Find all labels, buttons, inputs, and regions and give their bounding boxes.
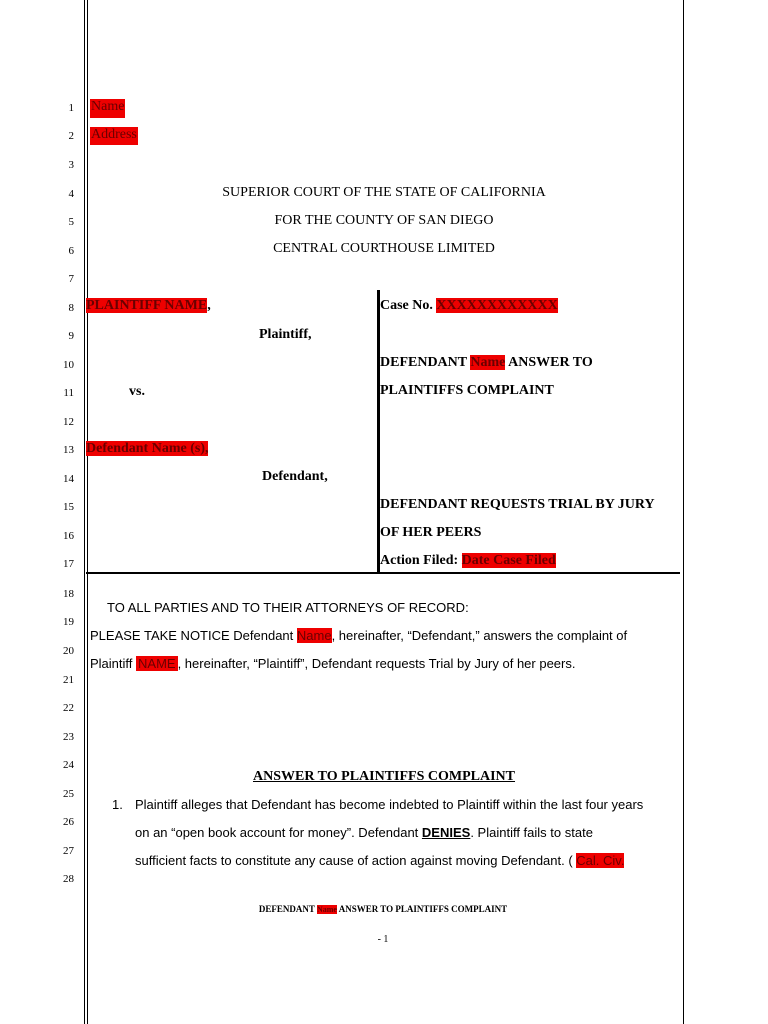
line-number: 22 [63,702,74,714]
line-number: 12 [63,416,74,428]
line-number: 21 [63,674,74,686]
plaintiff-name: PLAINTIFF NAME, [86,298,211,313]
versus-label: vs. [129,384,145,399]
line-number: 13 [63,444,74,456]
line-number: 4 [68,188,74,200]
line-number: 6 [68,245,74,257]
caption-bottom-rule [86,572,680,574]
line-number: 27 [63,845,74,857]
notice-line1: PLEASE TAKE NOTICE Defendant Name, hereinafter, “Defendant,” answers the complaint of [90,628,628,643]
line-number: 25 [63,788,74,800]
line-number: 5 [68,216,74,228]
line-number: 2 [68,130,74,142]
item-line1: Plaintiff alleges that Defendant has become indebted to Plaintiff within the last four years [135,797,644,812]
page-footer: DEFENDANT Name ANSWER TO PLAINTIFFS COMPLAINT [258,904,508,914]
case-number: Case No. XXXXXXXXXXXX [380,298,558,313]
court-title-line2: FOR THE COUNTY OF SAN DIEGO [274,213,494,228]
plaintiff-label: Plaintiff, [259,327,312,342]
left-margin-line-inner [87,0,88,1024]
line-number: 18 [63,588,74,600]
line-number: 19 [63,616,74,628]
filer-address: Address [90,127,138,143]
answer-heading: ANSWER TO PLAINTIFFS COMPLAINT [252,769,516,784]
line-number: 7 [68,273,74,285]
line-number: 10 [63,359,74,371]
line-number: 15 [63,501,74,513]
court-title-line1: SUPERIOR COURT OF THE STATE OF CALIFORNIA [222,185,546,200]
court-title-line3: CENTRAL COURTHOUSE LIMITED [273,241,495,256]
jury-request-line1: DEFENDANT REQUESTS TRIAL BY JURY [380,497,655,512]
line-number: 24 [63,759,74,771]
action-filed: Action Filed: Date Case Filed [380,553,556,568]
line-number: 26 [63,816,74,828]
document-title-line1: DEFENDANT Name ANSWER TO [380,355,593,370]
line-number: 16 [63,530,74,542]
jury-request-line2: OF HER PEERS [380,525,482,540]
to-all-parties: TO ALL PARTIES AND TO THEIR ATTORNEYS OF RECORD: [107,600,469,615]
line-number: 9 [68,330,74,342]
line-number: 14 [63,473,74,485]
line-number: 28 [63,873,74,885]
line-number: 8 [68,302,74,314]
right-margin-line [683,0,684,1024]
item-number: 1. [112,797,123,812]
page-number: - 1 [377,934,389,945]
line-number: 20 [63,645,74,657]
defendant-name: Defendant Name (s), [86,441,209,456]
line-number: 23 [63,731,74,743]
document-title-line2: PLAINTIFFS COMPLAINT [380,383,554,398]
item-line3: sufficient facts to constitute any cause of action against moving Defendant. ( Cal. Civ. [135,853,625,868]
defendant-label: Defendant, [262,469,328,484]
item-line2: on an “open book account for money”. Defendant DENIES. Plaintiff fails to state [135,825,593,840]
line-number: 17 [63,558,74,570]
notice-line2: Plaintiff NAME , hereinafter, “Plaintiff”, Defendant requests Trial by Jury of her peers. [90,656,576,671]
filer-name: Name [90,99,125,115]
line-number: 1 [68,102,74,114]
line-number: 11 [63,387,74,399]
line-number: 3 [68,159,74,171]
left-margin-line [84,0,85,1024]
